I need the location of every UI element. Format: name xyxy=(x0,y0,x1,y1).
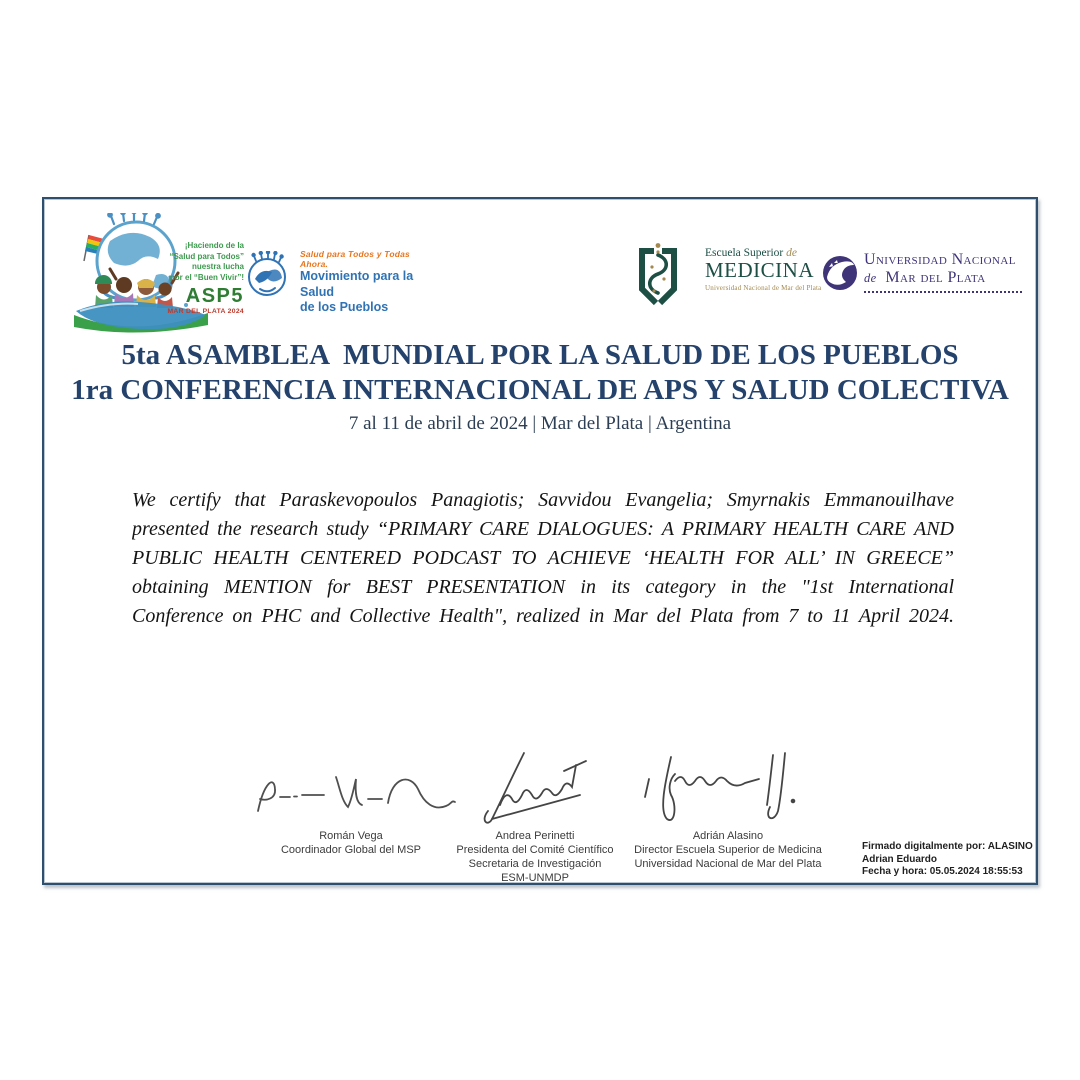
signer-name: Román Vega xyxy=(319,830,383,842)
asp5-location: MAR DEL PLATA 2024 xyxy=(167,308,244,315)
body-line: Conference on PHC and Collective Health", realized in Mar del Plata from 7 to 11 April 2024. xyxy=(132,605,954,627)
digital-signature-line1: Firmado digitalmente por: ALASINO xyxy=(862,841,1033,852)
msp-logo-text xyxy=(300,249,437,316)
unmdp-line2 xyxy=(864,269,1022,287)
body-line: obtaining MENTION for BEST PRESENTATION in its category in the "1st International xyxy=(132,576,954,598)
event-date-location: 7 al 11 de abril de 2024 | Mar del Plata | Argentina xyxy=(348,413,732,434)
medicina-line1-regular: Escuela Superior xyxy=(705,247,787,259)
handwritten-signature-andrea-perinetti xyxy=(460,749,610,829)
msp-name-line1: Movimiento para la Salud xyxy=(300,269,414,299)
signature-block-adrian-alasino xyxy=(608,749,848,871)
unmdp-line2-de: de xyxy=(864,271,877,285)
unmdp-logo xyxy=(822,249,1038,311)
certificate xyxy=(42,197,1038,885)
body-line: We certify that Paraskevopoulos Panagiotis; Savvidou Evangelia; Smyrnakis Emmanouilhave xyxy=(132,489,954,511)
medicina-name: MEDICINA xyxy=(705,258,814,282)
asp5-tagline: nuestra lucha xyxy=(191,262,244,271)
msp-logo xyxy=(242,247,437,317)
asp5-tagline: ¡Haciendo de la xyxy=(184,241,244,250)
digital-signature-line2: Adrian Eduardo xyxy=(862,853,938,865)
medicina-line1-de: de xyxy=(786,247,797,259)
signer-title: Coordinador Global del MSP xyxy=(280,844,422,856)
msp-name-line2: de los Pueblos xyxy=(300,300,389,314)
body-line: presented the research study “PRIMARY CARE DIALOGUES: A PRIMARY HEALTH CARE AND xyxy=(132,518,954,540)
certificate-body xyxy=(132,486,954,631)
digital-signature-line3: Fecha y hora: 05.05.2024 18:55:53 xyxy=(862,866,1023,877)
unmdp-wave-circle-icon xyxy=(822,255,858,291)
asp5-logo-text xyxy=(144,241,244,315)
medicina-subtitle: Universidad Nacional de Mar del Plata xyxy=(705,284,822,292)
asp5-tagline: por el “Buen Vivir”! xyxy=(169,272,244,282)
digital-signature-stamp xyxy=(862,841,1074,879)
signer-title: ESM-UNMDP xyxy=(501,872,569,884)
signer-title: Presidenta del Comité Científico xyxy=(456,844,614,856)
asp5-tagline: “Salud para Todos” xyxy=(169,251,244,261)
unmdp-line1: Universidad Nacional xyxy=(864,251,1016,268)
handwritten-signature-adrian-alasino xyxy=(633,749,823,829)
msp-globe-hands-icon xyxy=(244,251,290,299)
event-title-line2: 1ra CONFERENCIA INTERNACIONAL DE APS Y SALUD COLECTIVA xyxy=(71,374,1009,406)
event-title-line1: 5ta ASAMBLEA MUNDIAL POR LA SALUD DE LOS PUEBLOS xyxy=(121,339,959,371)
medicina-logo-text xyxy=(705,247,821,292)
asp5-acronym: ASP5 xyxy=(185,285,244,307)
unmdp-dotted-rule xyxy=(864,291,1022,293)
msp-script-line: Salud para Todos y Todas Ahora. xyxy=(300,249,410,269)
body-line: PUBLIC HEALTH CENTERED PODCAST TO ACHIEVE ‘HEALTH FOR ALL’ IN GREECE” xyxy=(132,547,954,569)
signer-title: Universidad Nacional de Mar del Plata xyxy=(634,858,822,870)
medicina-shield-serpent-icon xyxy=(636,243,680,309)
signer-name: Andrea Perinetti xyxy=(495,830,575,842)
signer-name: Adrián Alasino xyxy=(692,830,764,842)
signer-title: Secretaria de Investigación xyxy=(468,858,602,870)
unmdp-logo-text xyxy=(864,251,1022,293)
unmdp-line2-name: Mar del Plata xyxy=(885,269,986,286)
medicina-logo xyxy=(636,239,836,317)
asp5-logo xyxy=(66,213,244,341)
signer-title: Director Escuela Superior de Medicina xyxy=(634,844,822,856)
